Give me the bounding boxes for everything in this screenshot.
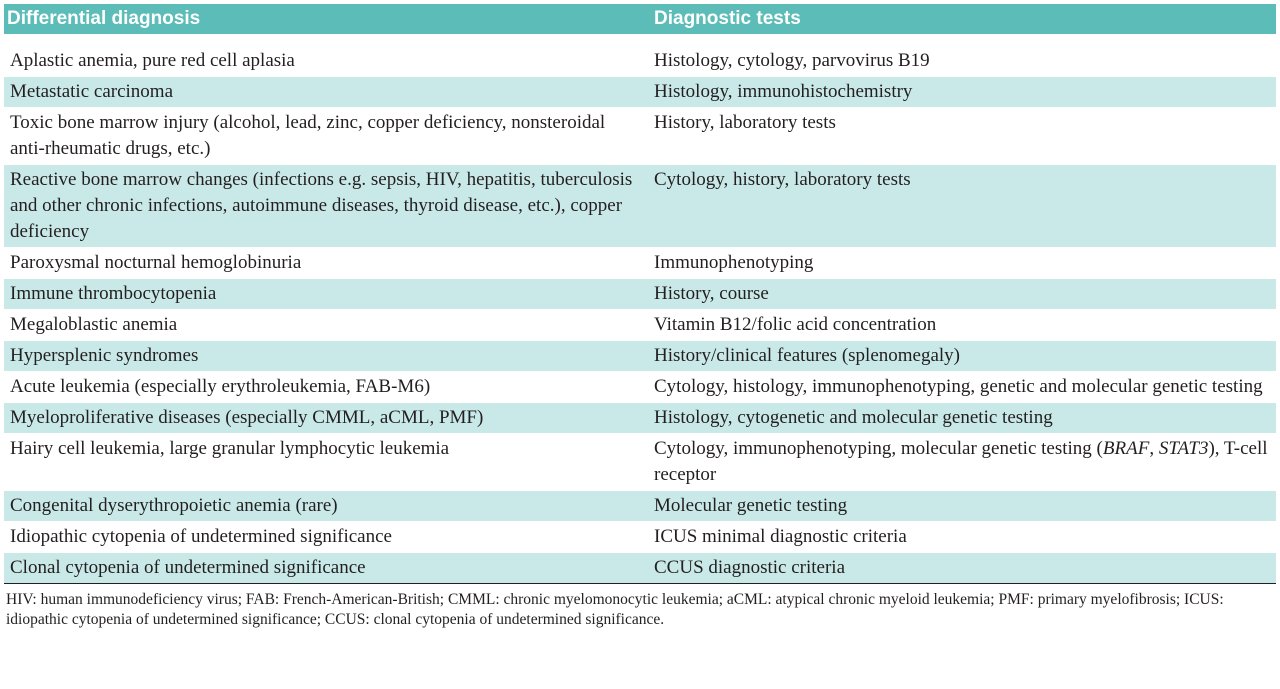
diagnosis-cell: Metastatic carcinoma xyxy=(10,81,174,102)
tests-cell: Cytology, history, laboratory tests xyxy=(654,169,911,190)
diagnosis-table-document xyxy=(4,4,1276,630)
gene-braf: BRAF xyxy=(1102,438,1150,459)
tests-cell: Histology, cytogenetic and molecular genetic testing xyxy=(654,407,1053,428)
table-header xyxy=(4,4,1276,34)
table-row xyxy=(4,552,1276,583)
tests-text: , xyxy=(1149,438,1159,459)
tests-cell: History, course xyxy=(654,283,769,304)
table-row xyxy=(4,46,1276,76)
header-diagnostic-tests: Diagnostic tests xyxy=(654,8,801,29)
tests-cell xyxy=(648,434,1276,490)
table-footnote: HIV: human immunodeficiency virus; FAB: French-American-British; CMML: chronic myelomonocytic leukemia; aCML: atypical chronic myeloid leukemia; PMF: primary myelofibrosis; ICUS: idiopathic cytopenia of undetermined significance; CCUS: clonal cytopenia of undetermined significance. xyxy=(6,591,1224,628)
tests-cell: Histology, immunohistochemistry xyxy=(654,81,913,102)
tests-text: Cytology, immunophenotyping, molecular genetic testing ( xyxy=(654,438,1103,459)
table-row xyxy=(4,371,1276,402)
gene-stat3: STAT3 xyxy=(1158,438,1209,459)
tests-cell: History/clinical features (splenomegaly) xyxy=(654,345,961,366)
table-row xyxy=(4,76,1276,107)
diagnosis-cell: Acute leukemia (especially erythroleukemia, FAB-M6) xyxy=(10,376,431,397)
table-row xyxy=(4,402,1276,433)
table-row xyxy=(4,340,1276,371)
tests-cell: History, laboratory tests xyxy=(654,112,836,133)
diagnosis-cell: Congenital dyserythropoietic anemia (rare) xyxy=(10,495,338,516)
table-body xyxy=(4,46,1276,584)
diagnosis-cell: Toxic bone marrow injury (alcohol, lead, zinc, copper deficiency, nonsteroidal anti-rheumatic drugs, etc.) xyxy=(10,112,606,159)
table-row xyxy=(4,164,1276,247)
tests-cell: Cytology, histology, immunophenotyping, genetic and molecular genetic testing xyxy=(654,376,1263,397)
tests-cell: Immunophenotyping xyxy=(654,252,814,273)
diagnosis-cell: Paroxysmal nocturnal hemoglobinuria xyxy=(10,252,302,273)
diagnosis-cell: Idiopathic cytopenia of undetermined significance xyxy=(10,526,392,547)
tests-cell: Molecular genetic testing xyxy=(654,495,848,516)
diagnosis-cell: Clonal cytopenia of undetermined significance xyxy=(10,557,366,578)
tests-cell: Histology, cytology, parvovirus B19 xyxy=(654,50,930,71)
diagnosis-cell: Hairy cell leukemia, large granular lymphocytic leukemia xyxy=(10,438,450,459)
tests-cell: Vitamin B12/folic acid concentration xyxy=(654,314,937,335)
table-row xyxy=(4,278,1276,309)
table-row xyxy=(4,521,1276,552)
diagnosis-cell: Immune thrombocytopenia xyxy=(10,283,217,304)
tests-cell: CCUS diagnostic criteria xyxy=(654,557,846,578)
diagnosis-cell: Megaloblastic anemia xyxy=(10,314,178,335)
diagnosis-cell: Hypersplenic syndromes xyxy=(10,345,199,366)
diagnosis-cell: Myeloproliferative diseases (especially CMML, aCML, PMF) xyxy=(10,407,484,428)
diagnosis-cell: Reactive bone marrow changes (infections e.g. sepsis, HIV, hepatitis, tuberculosis and other chronic infections, autoimmune diseases, thyroid disease, etc.), copper deficiency xyxy=(10,169,633,242)
diagnosis-cell: Aplastic anemia, pure red cell aplasia xyxy=(10,50,295,71)
table-row xyxy=(4,433,1276,490)
table-row xyxy=(4,247,1276,278)
tests-text: ), T-cell receptor xyxy=(654,438,1268,485)
table-row xyxy=(4,107,1276,164)
table-row xyxy=(4,309,1276,340)
header-differential-diagnosis: Differential diagnosis xyxy=(7,8,201,29)
table-row xyxy=(4,490,1276,521)
tests-cell: ICUS minimal diagnostic criteria xyxy=(654,526,907,547)
